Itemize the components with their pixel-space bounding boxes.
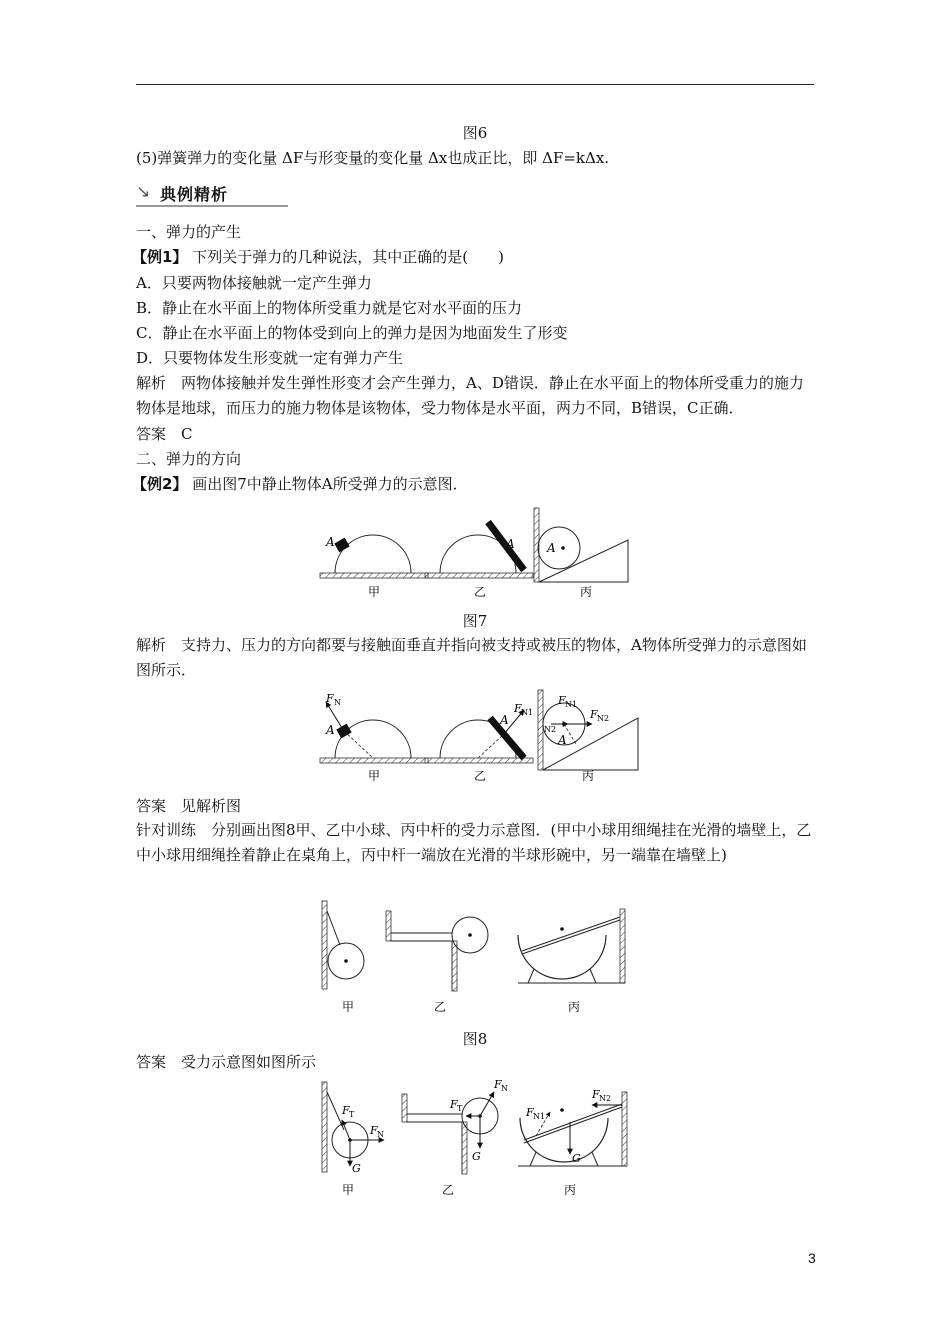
solution-bing	[538, 690, 638, 783]
solution8-bing	[518, 1088, 627, 1197]
example-1-analysis: 解析 两物体接触并发生弹性形变才会产生弹力，A、D错误．静止在水平面上的物体所受重力的施力物体是地球，而压力的施力物体是该物体，受力物体是水平面，两力不同，B错误，C正确．	[136, 374, 804, 417]
label-jia: 甲	[368, 769, 381, 783]
svg-text:F: F	[590, 708, 598, 721]
svg-text:N: N	[501, 1084, 508, 1093]
label-a: A	[500, 713, 509, 727]
example-2-answer: 答案 见解析图	[136, 797, 242, 815]
svg-text:N2: N2	[599, 1094, 612, 1103]
option-a: A．只要两物体接触就一定产生弹力	[136, 274, 372, 292]
force-fn-arrow	[480, 1092, 494, 1116]
label-bing: 丙	[582, 769, 595, 783]
label-bing: 丙	[564, 1183, 577, 1197]
training-text: 针对训练 分别画出图8甲、乙中小球、丙中杆的受力示意图．(甲中小球用细绳挂在光滑的墙壁上，乙中小球用细绳拴着静止在桌角上，丙中杆一端放在光滑的半球形碗中，另一端靠在墙壁上)	[136, 821, 812, 864]
svg-text:N1: N1	[533, 1112, 546, 1121]
figure-8-solution	[322, 1078, 642, 1198]
option-b: B．静止在水平面上的物体所受重力就是它对水平面的压力	[136, 299, 523, 317]
label-jia: 甲	[342, 1000, 355, 1014]
label-yi: 乙	[434, 1000, 447, 1014]
example-2-question: 画出图7中静止物体A所受弹力的示意图．	[192, 475, 468, 493]
figure-8-caption: 图8	[462, 1030, 488, 1048]
figure-7-caption: 图7	[462, 612, 488, 630]
label-jia: 甲	[342, 1183, 355, 1197]
figure-8-jia	[322, 901, 364, 1014]
figure-7	[318, 500, 618, 600]
part-1-heading: 一、弹力的产生	[136, 223, 242, 241]
option-d: D．只要物体发生形变就一定有弹力产生	[136, 349, 404, 367]
svg-text:T: T	[457, 1104, 463, 1113]
part-2-heading: 二、弹力的方向	[136, 450, 242, 468]
solution8-jia	[322, 1082, 384, 1197]
label-jia: 甲	[368, 585, 381, 599]
svg-text:T: T	[349, 1110, 355, 1119]
svg-text:N: N	[334, 698, 341, 707]
figure-8-yi	[386, 911, 488, 1014]
label-yi: 乙	[442, 1183, 455, 1197]
example-1-line	[132, 247, 504, 267]
solution-yi	[425, 702, 533, 783]
figure-8	[322, 895, 632, 1015]
label-yi: 乙	[474, 769, 487, 783]
corner-arrow-icon: ↘	[136, 182, 151, 202]
figure-7-bing	[534, 508, 628, 599]
solution-jia	[320, 692, 428, 783]
example-1-tag: 【例1】	[132, 248, 188, 266]
label-a: A	[326, 723, 335, 737]
label-a: A	[558, 733, 567, 747]
section-underline	[136, 205, 288, 207]
label-a: A	[326, 535, 335, 549]
svg-text:N2: N2	[544, 725, 557, 734]
label-bing: 丙	[568, 1000, 581, 1014]
label-bing: 丙	[580, 585, 593, 599]
point-5-text: (5)弹簧弹力的变化量 ΔF与形变量的变化量 Δx也成正比，即 ΔF=kΔx.	[136, 149, 610, 167]
svg-text:N1: N1	[521, 708, 534, 717]
svg-text:F: F	[558, 694, 566, 707]
example-2-line	[132, 474, 468, 494]
example-2-analysis: 解析 支持力、压力的方向都要与接触面垂直并指向被支持或被压的物体，A物体所受弹力的示意图如图所示．	[136, 636, 807, 679]
label-fn: F	[326, 692, 334, 705]
svg-text:N1: N1	[565, 700, 578, 709]
figure-7-solution	[318, 688, 648, 788]
example-2-tag: 【例2】	[132, 475, 188, 493]
block-a	[334, 538, 349, 553]
label-g: G	[352, 1162, 361, 1175]
label-g: G	[572, 1152, 581, 1165]
label-yi: 乙	[474, 585, 487, 599]
svg-text:F: F	[370, 1124, 378, 1137]
example-1-answer: 答案 C	[136, 425, 193, 443]
figure-8-bing	[518, 909, 625, 1014]
option-c: C．静止在水平面上的物体受到向上的弹力是因为地面发生了形变	[136, 324, 568, 342]
label-a: A	[506, 537, 515, 551]
figure-6-caption: 图6	[462, 124, 488, 142]
svg-text:F: F	[450, 1098, 458, 1111]
svg-text:N2: N2	[597, 714, 610, 723]
svg-text:F: F	[592, 1088, 600, 1101]
svg-text:F: F	[342, 1104, 350, 1117]
figure-7-yi	[425, 522, 533, 599]
svg-text:F: F	[494, 1078, 502, 1091]
example-1-question: 下列关于弹力的几种说法，其中正确的是( )	[192, 248, 504, 266]
section-title: 典例精析	[160, 185, 229, 204]
svg-text:F: F	[526, 1106, 534, 1119]
svg-text:F: F	[514, 702, 522, 715]
solution8-yi	[402, 1078, 508, 1197]
label-g: G	[472, 1150, 481, 1163]
page-number: 3	[808, 1250, 816, 1266]
svg-text:N: N	[377, 1130, 384, 1139]
label-a: A	[547, 541, 556, 555]
figure-7-jia	[320, 535, 428, 599]
header-rule	[136, 84, 814, 85]
section-header	[136, 180, 288, 208]
training-answer: 答案 受力示意图如图所示	[136, 1053, 317, 1071]
force-ft-arrow	[342, 1120, 350, 1140]
